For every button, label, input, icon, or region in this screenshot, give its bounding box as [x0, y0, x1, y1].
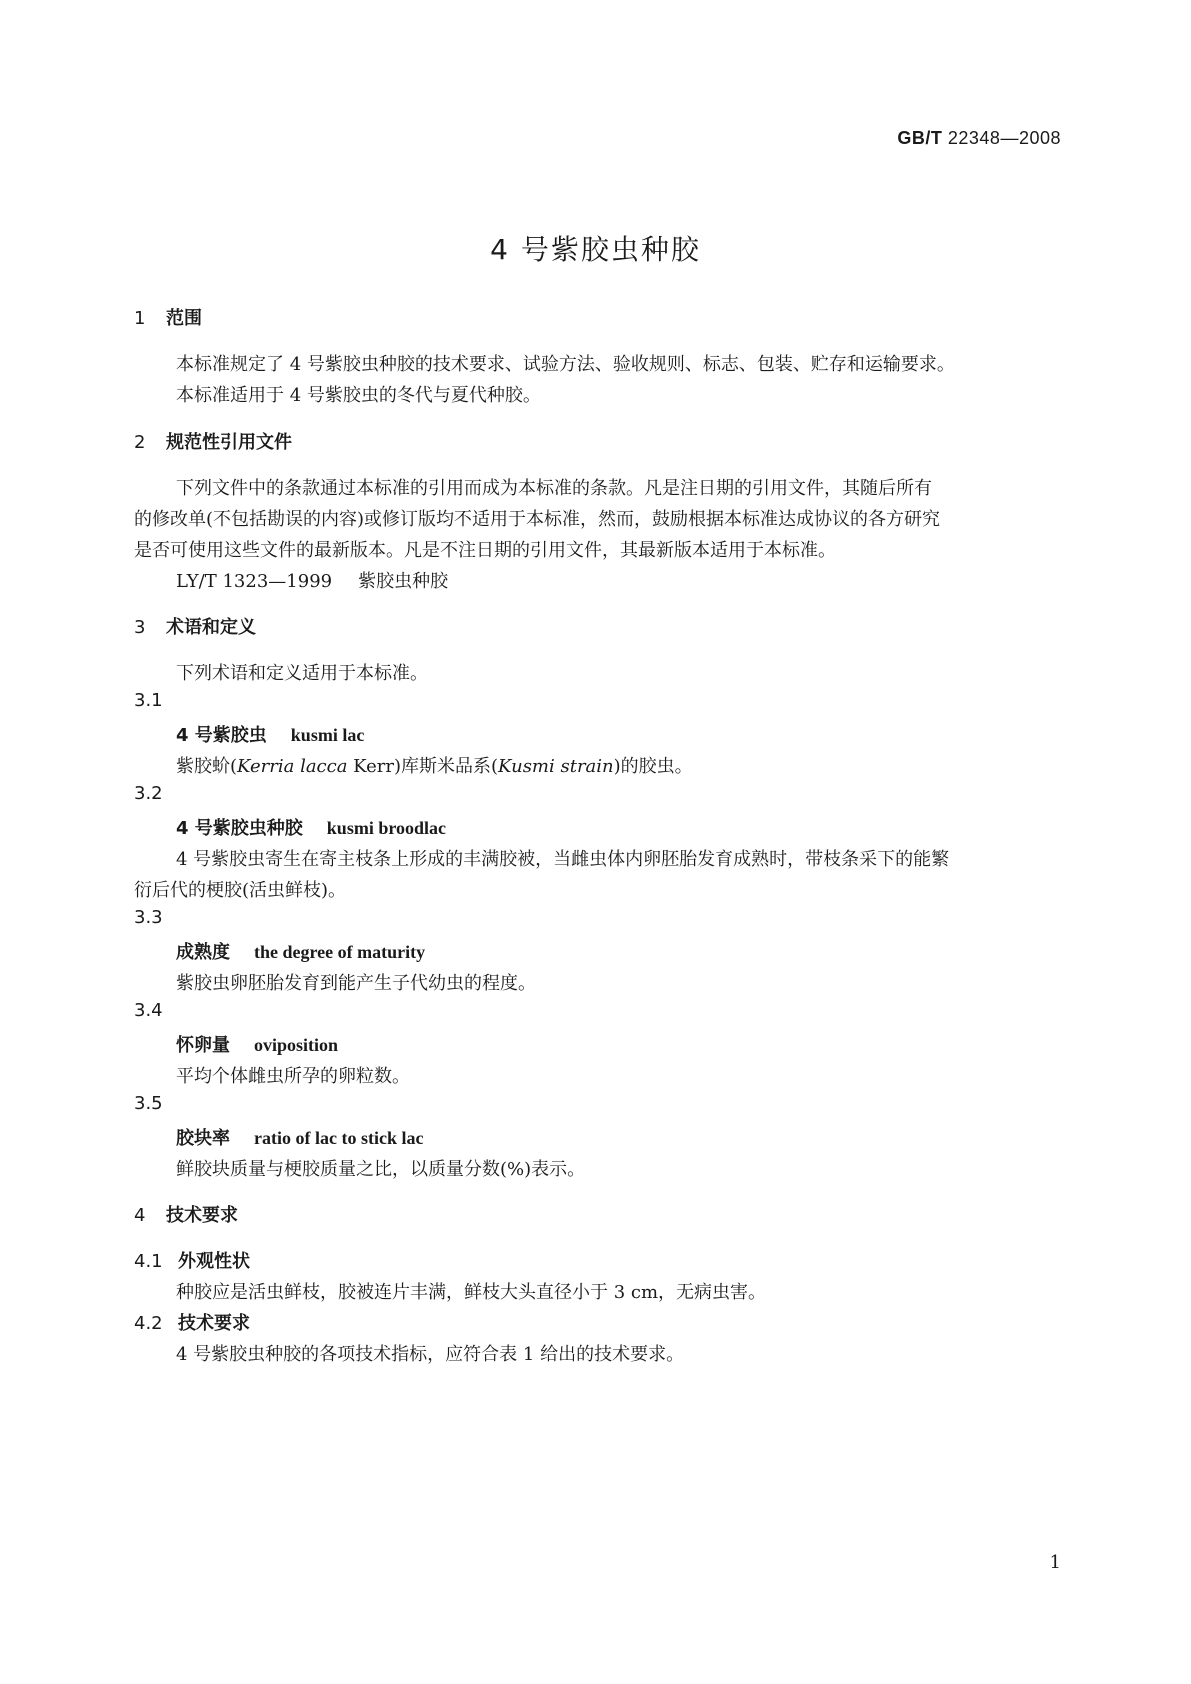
term-3-5-heading: 胶块率 ratio of lac to stick lac [176, 1128, 424, 1149]
term-3-1-heading: 4 号紫胶虫 kusmi lac [176, 725, 365, 746]
section-2-line-2: 的修改单(不包括勘误的内容)或修订版均不适用于本标准，然而，鼓励根据本标准达成协议的各方研究 [134, 509, 941, 530]
section-1-heading: 1 范围 [134, 308, 202, 329]
section-4-heading: 4 技术要求 [134, 1205, 238, 1226]
section-2-line-3: 是否可使用这些文件的最新版本。凡是不注日期的引用文件，其最新版本适用于本标准。 [134, 540, 836, 561]
section-4-2-text: 4 号紫胶虫种胶的各项技术指标，应符合表 1 给出的技术要求。 [176, 1344, 685, 1365]
term-3-1-number: 3.1 [134, 690, 163, 711]
section-1-paragraph-1: 本标准规定了 4 号紫胶虫种胶的技术要求、试验方法、验收规则、标志、包装、贮存和运输要求。 [176, 354, 955, 375]
term-3-4-number: 3.4 [134, 1000, 163, 1021]
term-3-1-definition: 紫胶蚧(Kerria lacca Kerr)库斯米品系(Kusmi strain)的胶虫。 [176, 756, 693, 777]
section-3-heading: 3 术语和定义 [134, 617, 256, 638]
section-2-line-1: 下列文件中的条款通过本标准的引用而成为本标准的条款。凡是注日期的引用文件，其随后所有 [176, 478, 932, 499]
page-number: 1 [1049, 1552, 1061, 1573]
term-3-2-definition-line-1: 4 号紫胶虫寄生在寄主枝条上形成的丰满胶被，当雌虫体内卵胚胎发育成熟时，带枝条采下的能繁 [176, 849, 950, 870]
standard-code: GB/T 22348—2008 [897, 128, 1061, 148]
term-3-3-heading: 成熟度 the degree of maturity [176, 942, 426, 963]
normative-reference [176, 567, 448, 593]
section-1-paragraph-2: 本标准适用于 4 号紫胶虫的冬代与夏代种胶。 [176, 385, 541, 406]
section-2-heading: 2 规范性引用文件 [134, 432, 292, 453]
document-title: 4 号紫胶虫种胶 [490, 233, 701, 266]
term-3-2-number: 3.2 [134, 783, 163, 804]
term-3-4-definition: 平均个体雌虫所孕的卵粒数。 [176, 1066, 410, 1087]
term-3-2-heading: 4 号紫胶虫种胶 kusmi broodlac [176, 818, 446, 839]
section-4-1-text: 种胶应是活虫鲜枝，胶被连片丰满，鲜枝大头直径小于 3 cm，无病虫害。 [176, 1282, 767, 1303]
term-3-3-number: 3.3 [134, 907, 163, 928]
reference-code: LY/T 1323—1999 [176, 571, 333, 592]
section-4-1-heading: 4.1 外观性状 [134, 1251, 250, 1272]
term-3-2-definition-line-2: 衍后代的梗胶(活虫鲜枝)。 [134, 880, 347, 901]
section-3-intro: 下列术语和定义适用于本标准。 [176, 663, 428, 684]
reference-title: 紫胶虫种胶 [358, 571, 449, 592]
term-3-5-number: 3.5 [134, 1093, 163, 1114]
term-3-3-definition: 紫胶虫卵胚胎发育到能产生子代幼虫的程度。 [176, 973, 536, 994]
term-3-4-heading: 怀卵量 oviposition [176, 1035, 339, 1056]
term-3-5-definition: 鲜胶块质量与梗胶质量之比，以质量分数(%)表示。 [176, 1159, 586, 1180]
section-4-2-heading: 4.2 技术要求 [134, 1313, 250, 1334]
